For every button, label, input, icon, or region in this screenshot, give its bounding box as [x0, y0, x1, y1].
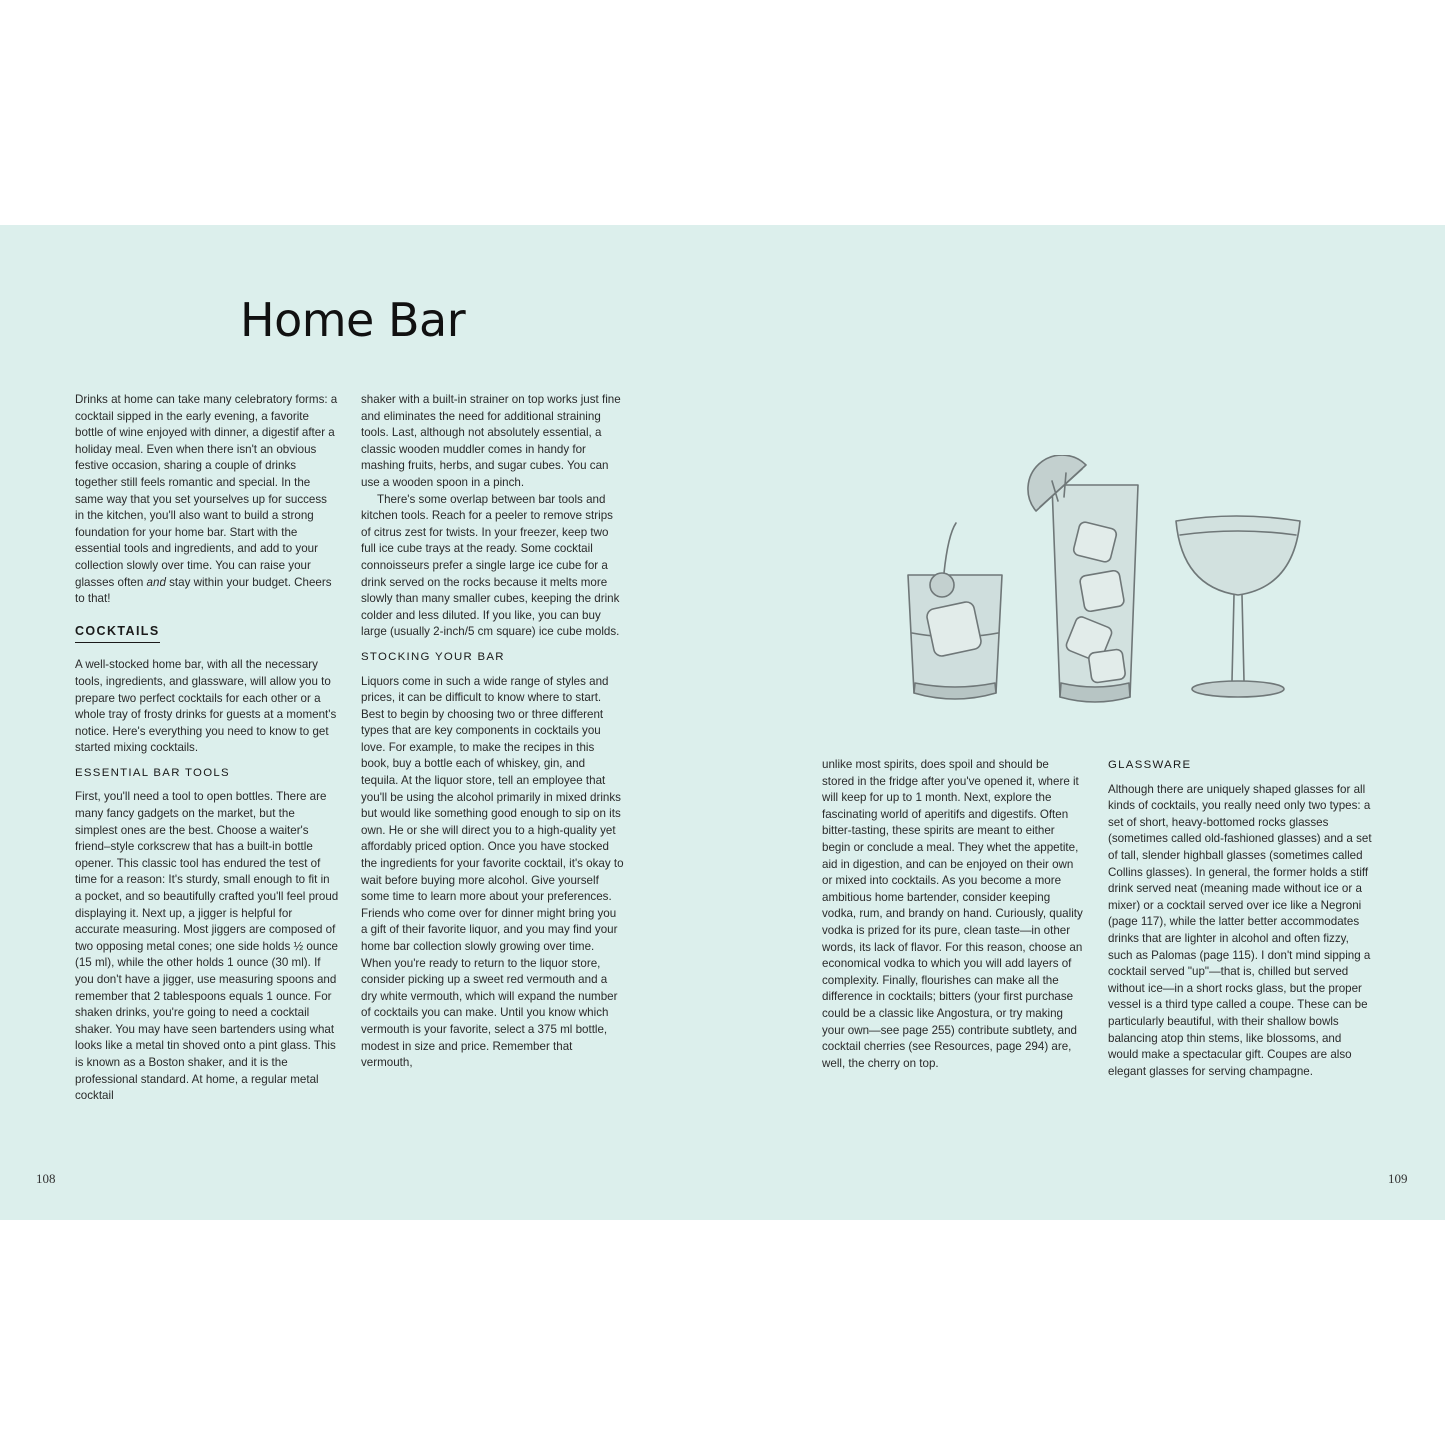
coupe-glass-icon	[1176, 516, 1300, 697]
intro-paragraph: Drinks at home can take many celebratory forms: a cocktail sipped in the early evening, a favorite bottle of wine enjoyed with dinner, a digestif after a holiday meal. Even when there isn't an obvious festive occasion, sharing a couple of drinks together still feels romantic and special. In the same way that you set yourselves up for success in the kitchen, you'll also want to build a strong foundation for your home bar. Start with the essential tools and ingredients, and add to your collection slowly over time. You can raise your glasses often and stay within your budget. Cheers to that!	[75, 393, 338, 606]
essential-bar-tools-heading: ESSENTIAL BAR TOOLS	[75, 766, 230, 779]
cocktails-paragraph: A well-stocked home bar, with all the necessary tools, ingredients, and glassware, will allow you to prepare two perfect cocktails for each other or a whole tray of frosty drinks for guests at a moment's notice. Here's everything you need to know to get started mixing cocktails.	[75, 658, 337, 755]
page-number-left: 108	[36, 1171, 56, 1186]
kitchen-tools-paragraph: There's some overlap between bar tools and kitchen tools. Reach for a peeler to remove strips of citrus zest for twists. In your freezer, keep two full ice cube trays at the ready. Some cocktail connoisseurs prefer a single large ice cube for a drink served on the rocks because it melts more slowly than many smaller cubes, keeping the drink colder and less diluted. If you like, you can buy large (usually 2-inch/5 cm square) ice cube molds.	[361, 492, 620, 639]
page-title: Home Bar	[240, 293, 466, 347]
page-number-right: 109	[1388, 1171, 1408, 1186]
bar-tools-paragraph: First, you'll need a tool to open bottles. There are many fancy gadgets on the market, but the simplest ones are the best. Choose a waiter's friend–style corkscrew that has a built-in bottle opener. This classic tool has endured the test of time for a reason: It's sturdy, small enough to fit in a pocket, and so beautifully crafted you'll feel proud displaying it. Next up, a jigger is helpful for accurate measuring. Most jiggers are composed of two opposing metal cones; one side holds ½ ounce (15 ml), while the other holds 1 ounce (30 ml). If you don't have a jigger, use measuring spoons and remember that 2 tablespoons equals 1 ounce. For shaken drinks, you're going to need a cocktail shaker. You may have seen bartenders using what looks like a metal tin shoved onto a pint glass. This is known as a Boston shaker, and it is the professional standard. At home, a regular metal cocktail	[75, 790, 339, 1103]
glassware-paragraph: Although there are uniquely shaped glasses for all kinds of cocktails, you really need only two types: a set of short, heavy-bottomed rocks glasses (sometimes called old-fashioned glasses) and a set of tall, slender highball glasses (sometimes called Collins glasses). In general, the former holds a stiff drink served neat (meaning made without ice or a mixer) or a cocktail served over ice like a Negroni (page 117), while the latter better accommodates drinks that are lighter in alcohol and often fizzy, such as Palomas (page 115). I don't mind sipping a cocktail served "up"—that is, chilled but served without ice—in a short rocks glass, but the proper vessel is a third type called a coupe. These can be particularly beautiful, with their shallow bowls balancing atop thin stems, like blossoms, and would make a spectacular gift. Coupes are also elegant glasses for serving champagne.	[1108, 782, 1372, 1078]
column-3	[822, 757, 1084, 1072]
shaker-paragraph: shaker with a built-in strainer on top works just fine and eliminates the need for additional straining tools. Last, although not absolutely essential, a classic wooden muddler comes in handy for mashing fruits, herbs, and sugar cubes. You can use a wooden spoon in a pinch.	[361, 393, 621, 489]
rocks-glass-icon	[908, 523, 1002, 699]
column-1	[75, 392, 339, 1105]
glassware-heading: GLASSWARE	[1108, 759, 1192, 771]
book-spread	[0, 225, 1445, 1220]
stocking-your-bar-heading: STOCKING YOUR BAR	[361, 650, 505, 663]
column-2	[361, 392, 625, 1072]
highball-glass-icon	[1028, 455, 1138, 702]
cocktails-heading: COCKTAILS	[75, 623, 160, 644]
cocktail-glasses-illustration	[890, 455, 1390, 715]
stocking-paragraph: Liquors come in such a wide range of styles and prices, it can be difficult to know where to start. Best to begin by choosing two or three different types that are key components in cocktails you love. For example, to make the recipes in this book, buy a bottle each of whiskey, gin, and tequila. At the liquor store, tell an employee that you'll be using the alcohol primarily in mixed drinks but would like something good enough to sip on its own. He or she will direct you to a high-quality yet affordably priced option. Once you have stocked the ingredients for your favorite cocktail, it's okay to wait before buying more alcohol. Give yourself some time to learn more about your preferences. Friends who come over for dinner might bring you a gift of their favorite liquor, and you may find your home bar collection slowly growing over time. When you're ready to return to the liquor store, consider picking up a sweet red vermouth and a dry white vermouth, which will expand the number of cocktails you can make. Until you know which vermouth is your favorite, select a 375 ml bottle, modest in size and price. Remember that vermouth,	[361, 674, 624, 1070]
column-4	[1108, 757, 1372, 1080]
spirits-paragraph: unlike most spirits, does spoil and should be stored in the fridge after you've opened it, where it will keep for up to 1 month. Next, explore the fascinating world of aperitifs and digestifs. Often bitter-tasting, these spirits are meant to either begin or conclude a meal. They whet the appetite, aid in digestion, and can be enjoyed on their own or mixed into cocktails. As you become a more ambitious home bartender, consider keeping vodka, rum, and brandy on hand. Curiously, quality vodka is prized for its pure, clean taste—in other words, its lack of flavor. For this reason, choose an economical vodka to which you will add layers of complexity. Finally, flourishes can make all the difference in cocktails; bitters (your first purchase could be a classic like Angostura, or try making your own—see page 255) contribute subtlety, and cocktail cherries (see Resources, page 294) are, well, the cherry on top.	[822, 758, 1083, 1070]
